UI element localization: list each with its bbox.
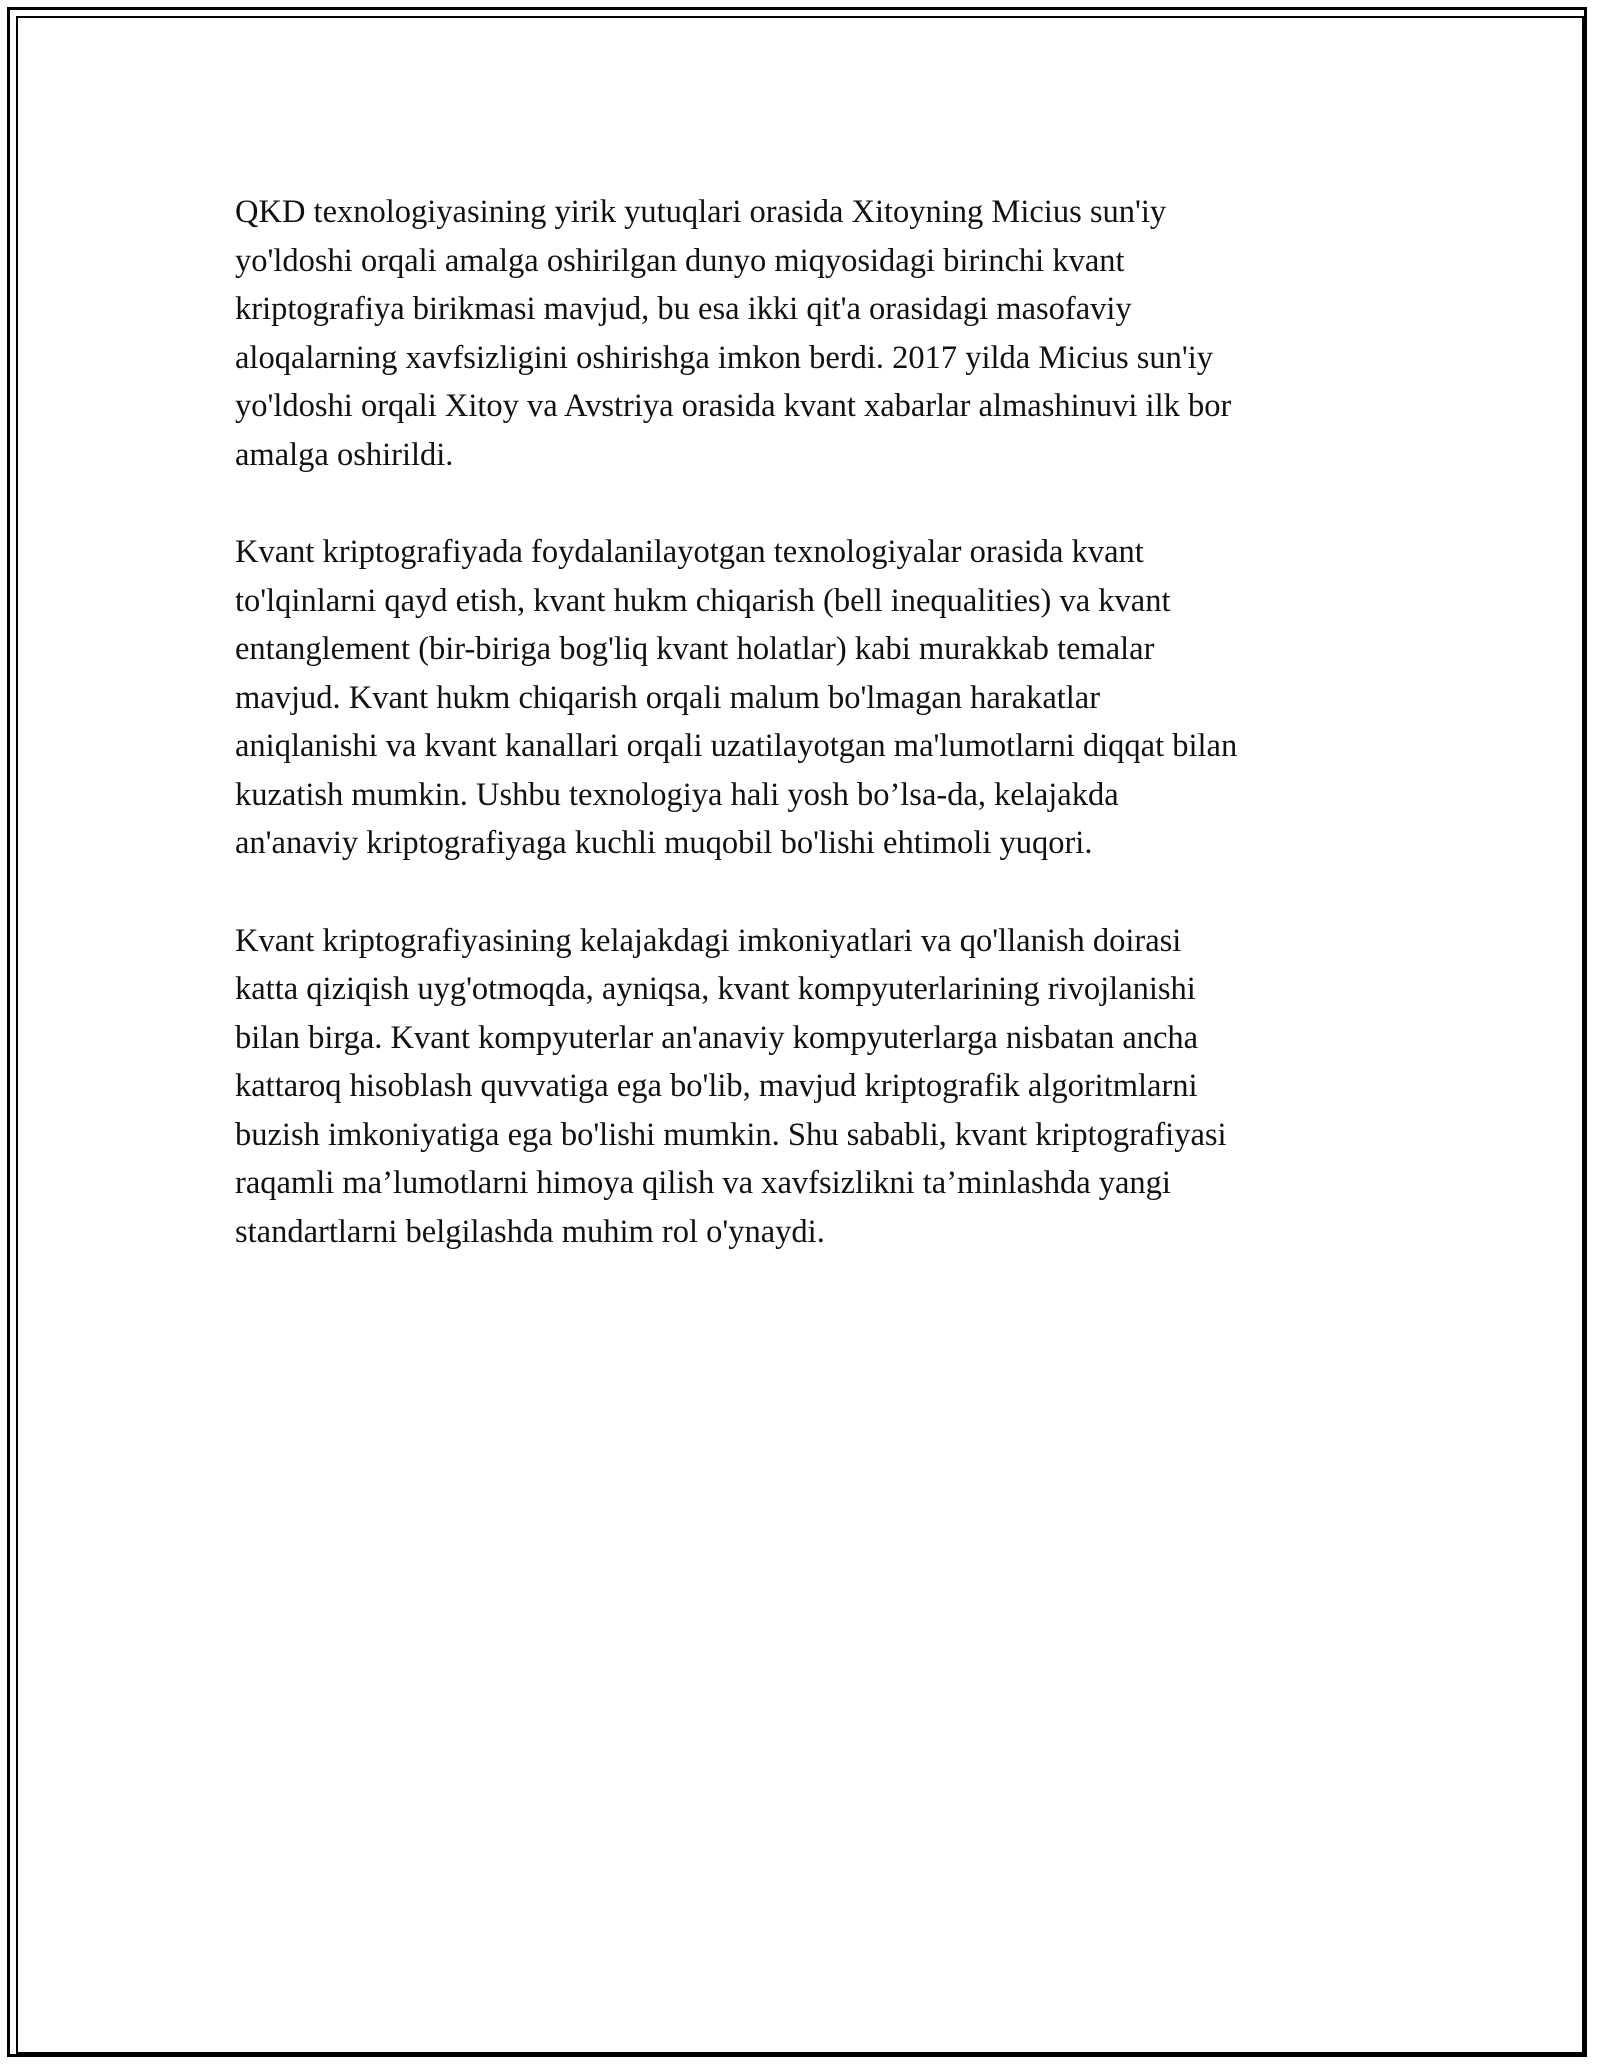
paragraph-kvant-kelajak: Kvant kriptografiyasining kelajakdagi imkoniyatlari va qo'llanish doirasi katta qiziqish uyg'otmoqda, ayniqsa, kvant kompyuterlarining rivojlanishi bilan birga. Kvant kompyuterlar an'anaviy kompyuterlarga nisbatan ancha kattaroq hisoblash quvvatiga ega bo'lib, mavjud kriptografik algoritmlarni buzish imkoniyatiga ega bo'lishi mumkin. Shu sababli, kvant kriptografiyasi raqamli ma’lumotlarni himoya qilish va xavfsizlikni ta’minlashda yangi standartlarni belgilashda muhim rol o'ynaydi. — [235, 922, 1227, 1250]
document-body — [235, 188, 1375, 1305]
paragraph-kvant-texnologiyalar: Kvant kriptografiyada foydalanilayotgan texnologiyalar orasida kvant to'lqinlarni qayd etish, kvant hukm chiqarish (bell inequalities) va kvant entanglement (bir-biriga bog'liq kvant holatlar) kabi murakkab temalar mavjud. Kvant hukm chiqarish orqali malum bo'lmagan harakatlar aniqlanishi va kvant kanallari orqali uzatilayotgan ma'lumotlarni diqqat bilan kuzatish mumkin. Ushbu texnologiya hali yosh bo’lsa-da, kelajakda an'anaviy kriptografiyaga kuchli muqobil bo'lishi ehtimoli yuqori. — [235, 534, 1238, 861]
paragraph-qkd-micius: QKD texnologiyasining yirik yutuqlari orasida Xitoyning Micius sun'iy yo'ldoshi orqali amalga oshirilgan dunyo miqyosidagi birinchi kvant kriptografiya birikmasi mavjud, bu esa ikki qit'a orasidagi masofaviy aloqalarning xavfsizligini oshirishga imkon berdi. 2017 yilda Micius sun'iy yo'ldoshi orqali Xitoy va Avstriya orasida kvant xabarlar almashinuvi ilk bor amalga oshirildi. — [235, 194, 1232, 473]
